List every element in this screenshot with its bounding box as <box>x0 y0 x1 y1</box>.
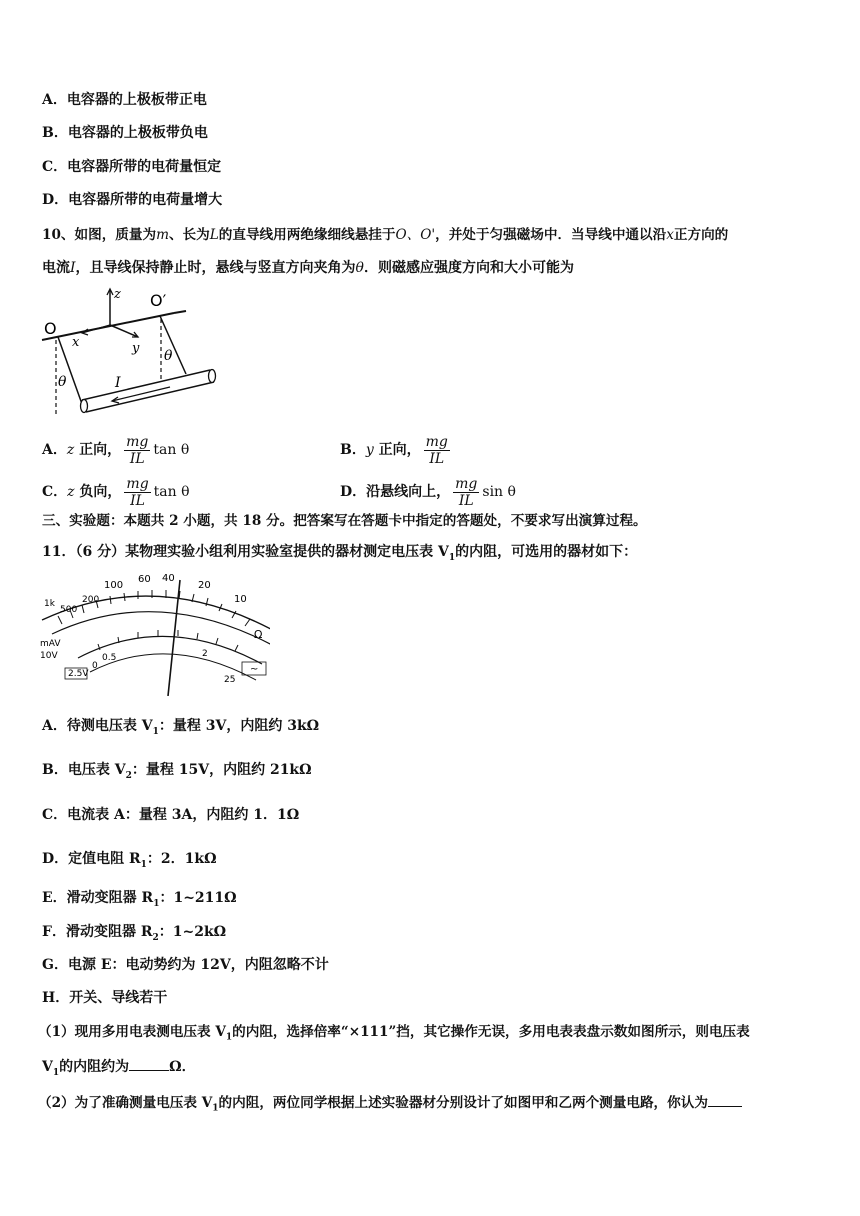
q10-option-d: D．沿悬线向上， $\frac{mg}{IL}$ sin θ <box>340 475 516 509</box>
fraction: $\frac{mg}{IL}$ <box>455 475 478 509</box>
tick-20: 20 <box>198 580 211 591</box>
fraction: $\frac{mg}{IL}$ <box>126 475 149 509</box>
label-z: z <box>114 287 121 302</box>
tick-1k: 1k <box>44 599 55 609</box>
tick-100: 100 <box>104 580 124 591</box>
label-O: O <box>44 319 57 338</box>
answer-blank[interactable] <box>708 1092 742 1107</box>
q10-option-c: C．z 负向， $\frac{mg}{IL}$ tan θ <box>42 475 190 509</box>
label-ac: ~ <box>250 664 259 675</box>
tick-40: 40 <box>162 573 175 584</box>
q9-option-b: B．电容器的上极板带负电 <box>42 125 208 141</box>
label-theta-left: θ <box>58 374 67 390</box>
q11-item-h: H．开关、导线若干 <box>42 990 168 1006</box>
answer-blank[interactable] <box>129 1056 169 1071</box>
fraction: $\frac{mg}{IL}$ <box>425 433 448 467</box>
q9-option-a: A．电容器的上极板带正电 <box>42 92 207 108</box>
q11-item-a: A．待测电压表 $V_1$：量程 3V，内阻约 3kΩ <box>42 718 320 737</box>
q11-item-b: B．电压表 $V_2$：量程 15V，内阻约 21kΩ <box>42 762 312 781</box>
label-2.5V: 2.5V <box>68 669 89 679</box>
tick-b2: 2 <box>202 649 208 659</box>
tick-200: 200 <box>82 595 100 605</box>
q11-part2-line1: （2）为了准确测量电压表 $V_1$的内阻，两位同学根据上述实验器材分别设计了如图甲和乙两个测量电路，你认为 <box>38 1092 742 1119</box>
q9-option-d: D．电容器所带的电荷量增大 <box>42 192 223 208</box>
multimeter-dial-figure <box>38 572 270 696</box>
label-x: x <box>72 335 80 350</box>
q9-option-c: C．电容器所带的电荷量恒定 <box>42 159 222 175</box>
label-theta-right: θ <box>164 348 173 364</box>
label-ohm: Ω <box>254 628 263 641</box>
tick-b25: 25 <box>224 675 236 685</box>
section-3-heading: 三、实验题：本题共 2 小题，共 18 分。把答案写在答题卡中指定的答题处，不要求写出演算过程。 <box>42 513 647 529</box>
q11-item-c: C．电流表 A：量程 3A，内阻约 1．1Ω <box>42 807 300 823</box>
q10-stem-line1: 10、如图，质量为m、长为L的直导线用两绝缘细线悬挂于O、O'，并处于匀强磁场中．当导线中通以沿x正方向的 <box>42 227 729 243</box>
label-y: y <box>132 341 140 356</box>
q11-part1-line1: （1）现用多用电表测电压表 $V_1$的内阻，选择倍率“×111”挡，其它操作无误，多用电表表盘示数如图所示，则电压表 <box>38 1024 750 1043</box>
tick-500: 500 <box>60 605 78 615</box>
q11-item-g: G．电源 E：电动势约为 12V，内阻忽略不计 <box>42 957 329 973</box>
label-10V: 10V <box>40 651 58 661</box>
q11-part1-line2: $V_1$的内阻约为 Ω． <box>42 1056 196 1083</box>
q10-wire-figure <box>38 284 228 418</box>
q10-option-b: B．y 正向， $\frac{mg}{IL}$ <box>340 433 448 467</box>
q11-item-f: F．滑动变阻器 $R_2$：1~2kΩ <box>42 924 227 943</box>
q10-stem-line2: 电流I，且导线保持静止时，悬线与竖直方向夹角为θ．则磁感应强度方向和大小可能为 <box>42 260 574 276</box>
tick-10: 10 <box>234 594 247 605</box>
fraction: $\frac{mg}{IL}$ <box>126 433 149 467</box>
tick-60: 60 <box>138 574 151 585</box>
q11-item-e: E．滑动变阻器 $R_1$：1~211Ω <box>42 890 237 909</box>
q10-option-a: A．z 正向， $\frac{mg}{IL}$ tan θ <box>42 433 190 467</box>
label-mAV: mAV <box>40 639 61 649</box>
label-O-prime: O′ <box>150 291 167 310</box>
tick-b05: 0.5 <box>102 653 117 663</box>
tick-b0: 0 <box>92 661 98 671</box>
label-current: I <box>115 375 121 391</box>
q11-item-d: D．定值电阻 $R_1$：2．1kΩ <box>42 851 217 870</box>
q11-title: 11．（6 分）某物理实验小组利用实验室提供的器材测定电压表 $V_1$的内阻，可选用的器材如下： <box>42 544 638 563</box>
